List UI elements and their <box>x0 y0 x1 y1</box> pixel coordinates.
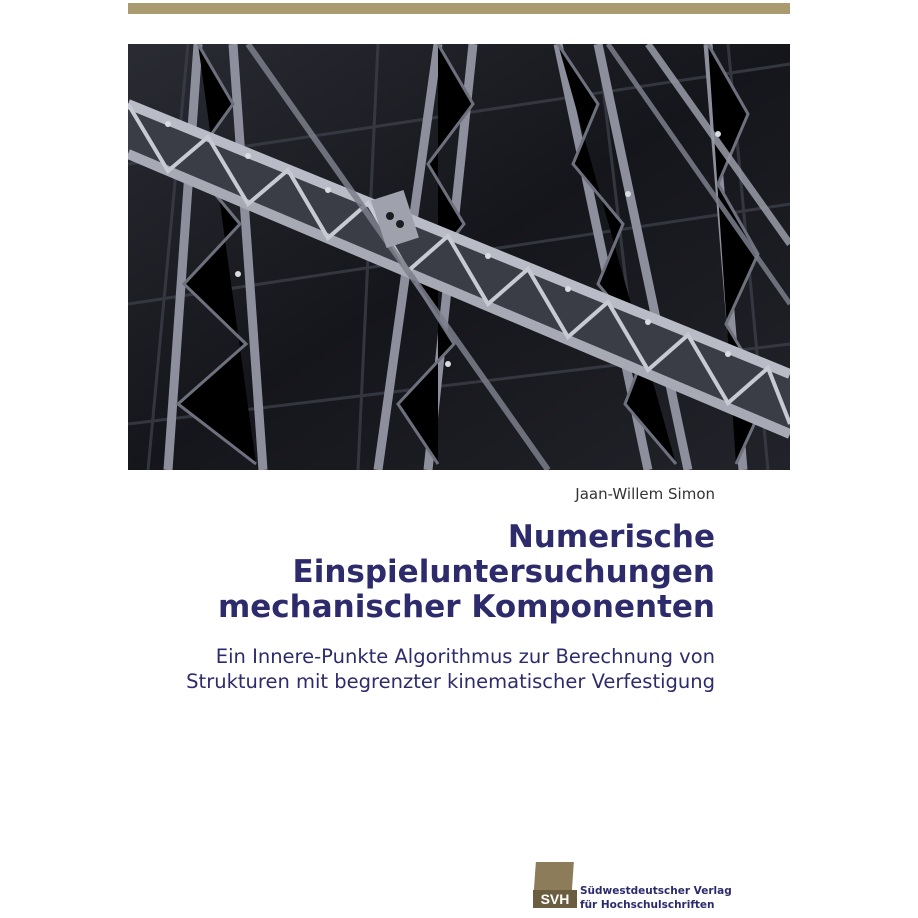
book-subtitle <box>128 644 715 694</box>
subtitle-clip <box>128 644 715 696</box>
publisher-name <box>580 884 732 912</box>
title-line-3: mechanischer Komponenten <box>217 589 715 625</box>
title-line-2: Einspieluntersuchungen <box>292 554 715 590</box>
publisher-block <box>533 856 733 912</box>
svh-logo-icon <box>533 860 577 908</box>
book-title <box>75 520 715 625</box>
steel-lattice-image <box>128 44 790 470</box>
top-accent-bar <box>128 3 790 14</box>
svh-logo-text: SVH <box>540 891 570 907</box>
publisher-name-line-1: Südwestdeutscher Verlag <box>580 885 732 897</box>
subtitle-line-1: Ein Innere-Punkte Algorithmus zur Berechnung von <box>215 645 715 668</box>
publisher-name-line-2: für Hochschulschriften <box>580 899 715 911</box>
author-name: Jaan-Willem Simon <box>575 485 715 503</box>
subtitle-line-2: Strukturen mit begrenzter kinematischer Verfestigung <box>186 670 715 693</box>
cover-photo <box>128 44 790 470</box>
title-line-1: Numerische <box>507 519 715 555</box>
